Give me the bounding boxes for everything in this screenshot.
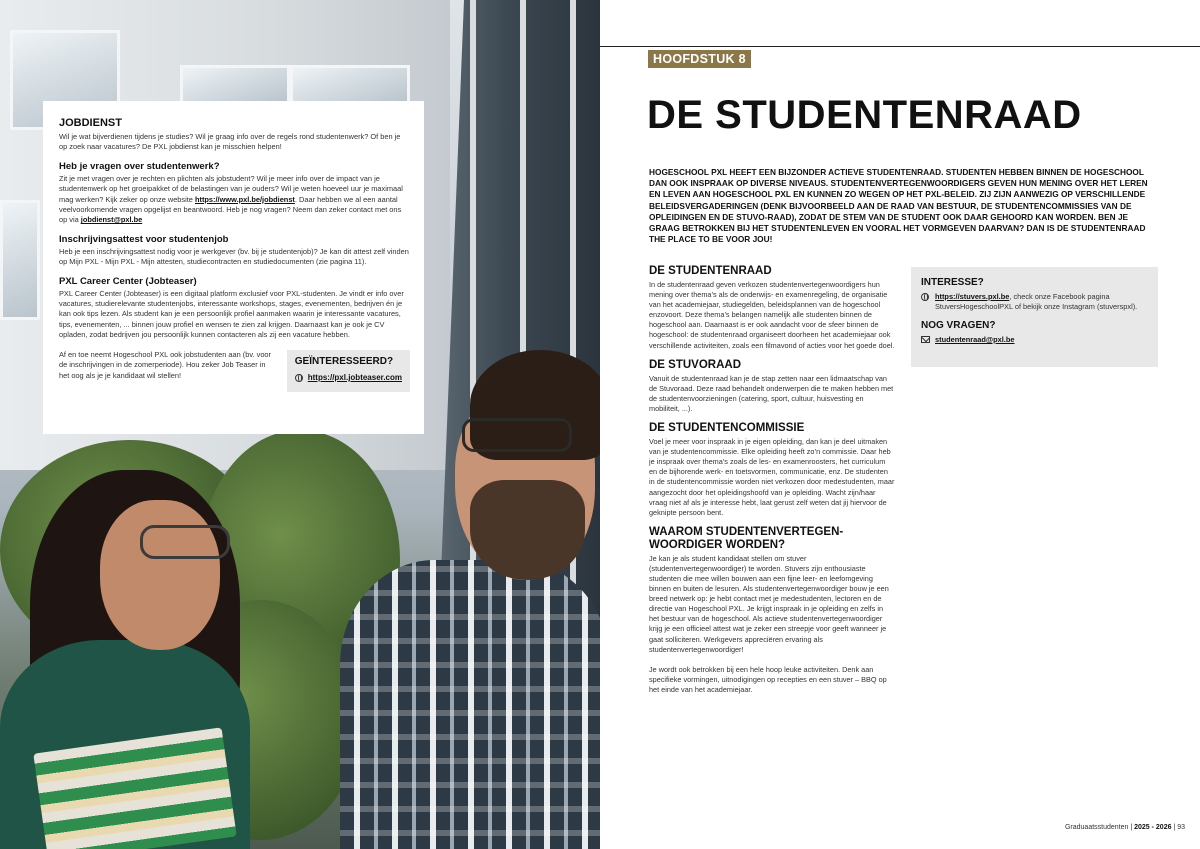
man-figure xyxy=(340,560,600,849)
main-column xyxy=(649,265,895,695)
jobdienst-link[interactable]: https://www.pxl.be/jobdienst xyxy=(194,194,295,204)
jobdienst-email-link[interactable]: jobdienst@pxl.be xyxy=(80,215,143,225)
questions-text xyxy=(59,174,410,226)
jobdienst-box xyxy=(43,101,424,434)
interest-text: , check onze Facebook pagina StuversHogeschoolPXL of bekijk onze Instagram (stuverspxl). xyxy=(935,292,1138,311)
footer-label: Graduaatsstudenten | xyxy=(1064,824,1135,831)
woman-face xyxy=(100,500,220,650)
stuvers-row xyxy=(921,292,1148,312)
chapter-badge: HOOFDSTUK 8 xyxy=(648,50,751,68)
jobteaser-link-row[interactable] xyxy=(295,373,402,383)
glasses xyxy=(140,525,230,559)
section-text-activiteiten: Je wordt ook betrokken bij een hele hoop leuke activiteiten. Denk aan specifieke vormingen, uitnodigingen op recepties en een stuver – BBQ op het einde van het academiejaar. xyxy=(649,664,887,694)
section-text-studentencommissie: Voel je meer voor inspraak in je eigen opleiding, dan kan je deel uitmaken van je studentencommissie. Elke opleiding heeft zo’n commissie. Daar heb je inspraak over thema’s zoals de les- en examenroosters, het curriculum en de bijhorende werk- en toetsvormen, communicatie, enz. De studenten in de studentencommissie worden niet verkozen door medestudenten, maar aangezocht door het opleidingshoofd van je opleiding. Wacht zijn/haar vraag niet af als je interesse hebt, laat gerust zelf weten dat jij hiervoor de geknipte persoon bent. xyxy=(649,437,895,517)
email-row xyxy=(921,335,1148,346)
top-rule xyxy=(600,46,1200,47)
questions-text-part: Zit je met vragen over je rechten en plichten als jobstudent? Wil je meer info over de impact van je studentenwerk op het groeipakket of de belastingen van je ouders? Wil je weten hoeveel uur je maximaal mag werken? Kijk zeker op onze website xyxy=(59,173,403,204)
studentenraad-email-link[interactable]: studentenraad@pxl.be xyxy=(935,335,1015,344)
page-title: DE STUDENTENRAAD xyxy=(647,93,1082,137)
stuvers-link[interactable]: https://stuvers.pxl.be xyxy=(935,292,1010,301)
attest-text: Heb je een inschrijvingsattest nodig voor je werkgever (bv. bij je studentenjob)? Je kan dit attest zelf vinden op Mijn PXL - Mijn PXL - Mijn attesten, studiecontracten en studiedocumenten (zie pagina 11). xyxy=(59,246,409,267)
questions-title: Heb je vragen over studentenwerk? xyxy=(59,160,220,172)
questions-text-part: . Daar hebben we al een aantal veelvoorkomende vragen opgelijst en beantwoord. Heb je nog vragen? Neem dan zeker contact met ons op via xyxy=(59,194,402,225)
attest-title: Inschrijvingsattest voor studentenjob xyxy=(59,233,229,245)
questions-title: NOG VRAGEN? xyxy=(921,320,996,331)
interest-box xyxy=(911,267,1158,367)
section-title-studentenraad: DE STUDENTENRAAD xyxy=(649,265,772,277)
section-title-stuvoraad: DE STUVORAAD xyxy=(649,358,742,371)
section-text-studentenraad: In de studentenraad geven verkozen studentenvertegenwoordigers hun mening over thema’s als de onderwijs- en examenregeling, de organisatie van het academiejaar, studiegelden, beleidsplannen van de hogeschool enzovoort. Deze thema’s belangen namelijk alle studenten binnen de hogeschool aan. Daarnaast is er ook aandacht voor de sfeer binnen de hogeschool: de studentenraad organiseert doorheen het academiejaar ook verschillende activiteiten, zoals een filmavond of acties voor het goede doel. xyxy=(649,280,895,350)
man-beard xyxy=(470,480,585,580)
intro-text: HOGESCHOOL PXL HEEFT EEN BIJZONDER ACTIEVE STUDENTENRAAD. STUDENTEN HEBBEN BINNEN DE HOGESCHOOL DAN OOK INSPRAAK OP DIVERSE NIVEAUS. STUDENTENVERTEGENWOORDIGERS GEVEN HUN MENING OVER HET LEREN EN LEVEN AAN HOGESCHOOL PXL EN KUNNEN ZO WEGEN OP HET PXL-BELEID. ZIJ ZIJN AANWEZIG OP VERSCHILLENDE BELEIDSVERGADERINGEN (DENK BIJVOORBEELD AAN DE RAAD VAN BESTUUR, DE STUDENTENCOMMISSIES VAN DE OPLEIDINGEN EN DE STUVO-RAAD), ZODAT DE STEM VAN DE STUDENT OOK DAAR GEHOORD KAN WORDEN. BEN JE GRAAG BETROKKEN BIJ HET STUDENTENLEVEN EN VOORAL HET VORMGEVEN DAARVAN? DAN IS DE STUDENTENRAAD THE PLACE TO BE VOOR JOU! xyxy=(649,167,1148,245)
glasses xyxy=(462,418,572,452)
section-title-waarom: WAAROM STUDENTENVERTEGEN-WOORDIGER WORDEN? xyxy=(649,525,844,551)
jobteaser-link[interactable]: https://pxl.jobteaser.com xyxy=(307,372,402,382)
globe-icon xyxy=(921,292,935,304)
page-footer xyxy=(1065,823,1185,832)
jobteaser-row xyxy=(59,350,410,392)
globe-icon xyxy=(295,374,303,382)
section-title-studentencommissie: DE STUDENTENCOMMISSIE xyxy=(649,422,805,435)
jobdienst-text: Wil je wat bijverdienen tijdens je studies? Wil je graag info over de regels rond studentenwerk? Of ben je op zoek naar vacatures? De PXL jobdienst kan je misschien helpen! xyxy=(59,132,401,152)
jobstudent-text: Af en toe neemt Hogeschool PXL ook jobstudenten aan (bv. voor de inschrijvingen in de zomerperiode). Hou zeker Job Teaser in het oog als je je kandidaat wil stellen! xyxy=(59,349,271,380)
footer-year: 2025 - 2026 xyxy=(1134,824,1172,831)
interested-box xyxy=(287,350,410,392)
jobdienst-title: JOBDIENST xyxy=(59,117,122,129)
section-text-stuvoraad: Vanuit de studentenraad kan je de stap zetten naar een lidmaatschap van de Stuvoraad. Deze raad behandelt onderwerpen die te maken hebben met de studentenvoorzieningen (catering, sport, cultuur, huisvesting en mobiliteit, ...). xyxy=(649,373,894,413)
interest-title: INTERESSE? xyxy=(921,277,984,288)
career-text: PXL Career Center (Jobteaser) is een digitaal platform exclusief voor PXL-studenten. Je vindt er info over vacatures, studierelevante studentenjobs, interessante workshops, stages, evenementen, bedrijven én je kan ook tips lezen. Als student kan je een persoonlijk profiel aanmaken waarin je interessante vacatures, tips, evenementen, ... binnen jouw profiel en wensen te zien zal krijgen. Daarnaast kan je ook je CV opladen, zodat bedrijven jou persoonlijk kunnen contacteren als zij een vacature hebben. xyxy=(59,288,404,340)
section-text-waarom: Je kan je als student kandidaat stellen om stuver (studentenvertegenwoordiger) te worden. Stuvers zijn enthousiaste studenten die mee willen bouwen aan een fijne leer- en leefomgeving binnen en buiten de lesuren. Als studentenvertegenwoordiger bouw je een breed netwerk op: je hebt contact met je medestudenten, lectoren en de directie van Hogeschool PXL. Je krijgt inspraak in je opleiding en zelfs in het bestuur van de hogeschool. Als actieve studentenvertegenwoordiger krijg je een officieel attest wat je zeker een streepje voor geeft wanneer je gaat solliciteren. Werkgevers appreciëren ervaring als studentenvertegenwoordiger! xyxy=(649,553,889,654)
mail-icon xyxy=(921,335,935,346)
interested-title: GEÏNTERESSEERD? xyxy=(294,355,394,367)
career-title: PXL Career Center (Jobteaser) xyxy=(59,275,197,287)
page-number: | 93 xyxy=(1171,824,1185,831)
